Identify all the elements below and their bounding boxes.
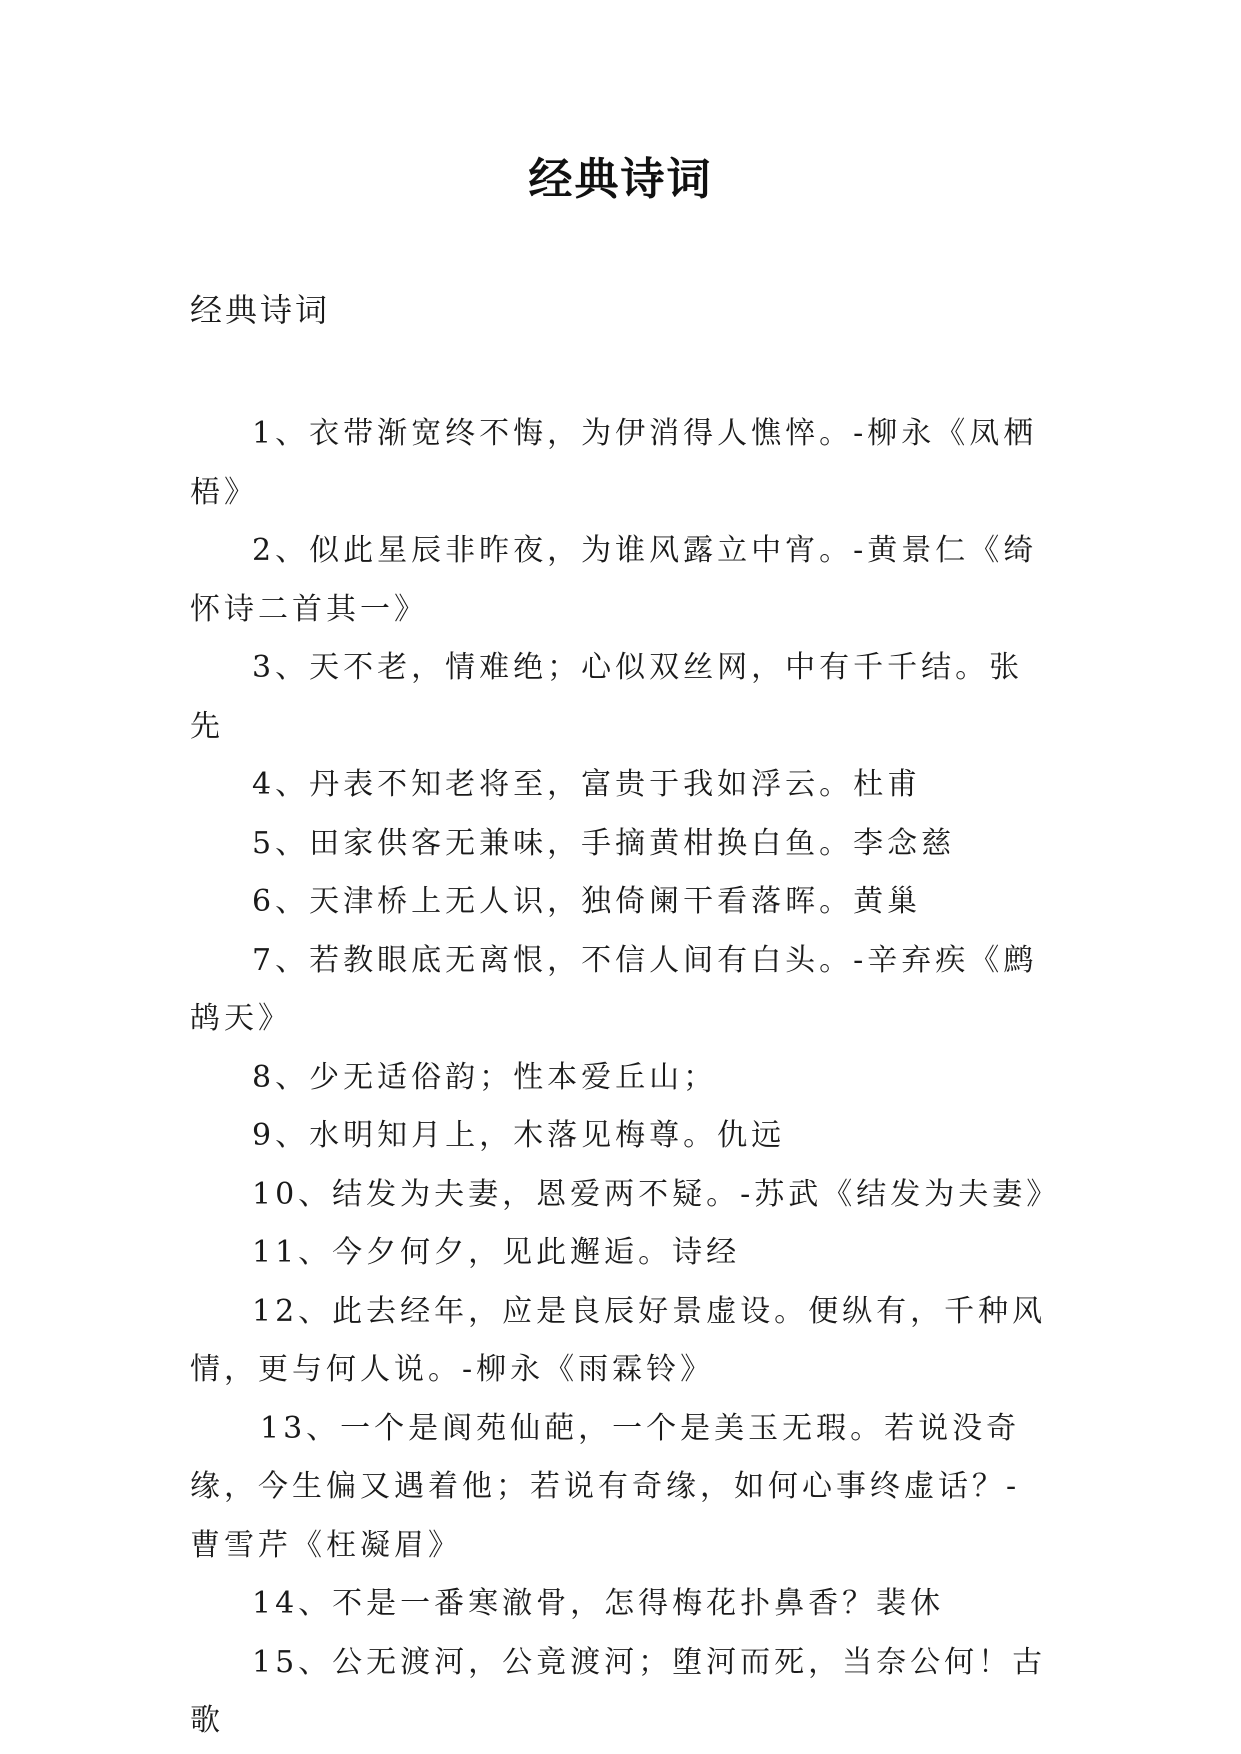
poem-line-6: 6、天津桥上无人识，独倚阑干看落晖。黄巢 bbox=[252, 884, 922, 919]
poem-line-8: 8、少无适俗韵；性本爱丘山； bbox=[252, 1059, 718, 1095]
poem-line-9: 9、水明知月上，木落见梅尊。仇远 bbox=[252, 1118, 786, 1153]
poem-line-2: 2、似此星辰非昨夜，为谁风露立中宵。-黄景仁《绮怀诗二首其一》 bbox=[190, 533, 1038, 627]
poem-line-13: 13、一个是阆苑仙葩，一个是美玉无瑕。若说没奇缘，今生偏又遇着他；若说有奇缘，如何心事终虚话？-曹雪芹《枉凝眉》 bbox=[190, 1410, 1021, 1563]
poem-line-15: 15、公无渡河，公竟渡河；堕河而死，当奈公何！古歌 bbox=[190, 1644, 1047, 1738]
poem-list bbox=[190, 405, 1061, 1751]
poem-line-14: 14、不是一番寒澈骨，怎得梅花扑鼻香？裴休 bbox=[252, 1586, 945, 1621]
poem-line-12: 12、此去经年，应是良辰好景虚设。便纵有，千种风情，更与何人说。-柳永《雨霖铃》 bbox=[190, 1293, 1047, 1387]
page-title: 经典诗词 bbox=[528, 154, 713, 205]
poem-line-10: 10、结发为夫妻，恩爱两不疑。-苏武《结发为夫妻》 bbox=[252, 1176, 1061, 1212]
poem-line-7: 7、若教眼底无离恨，不信人间有白头。-辛弃疾《鹧鸪天》 bbox=[190, 942, 1038, 1036]
poem-line-11: 11、今夕何夕，见此邂逅。诗经 bbox=[252, 1235, 741, 1270]
document-subtitle: 经典诗词 bbox=[190, 291, 331, 329]
poem-line-5: 5、田家供客无兼味，手摘黄柑换白鱼。李念慈 bbox=[252, 825, 956, 861]
poem-line-4: 4、丹表不知老将至，富贵于我如浮云。杜甫 bbox=[252, 767, 922, 802]
poem-line-1: 1、衣带渐宽终不悔，为伊消得人憔悴。-柳永《凤栖梧》 bbox=[190, 416, 1038, 510]
poem-line-3: 3、天不老，情难绝；心似双丝网，中有千千结。张先 bbox=[190, 650, 1024, 744]
